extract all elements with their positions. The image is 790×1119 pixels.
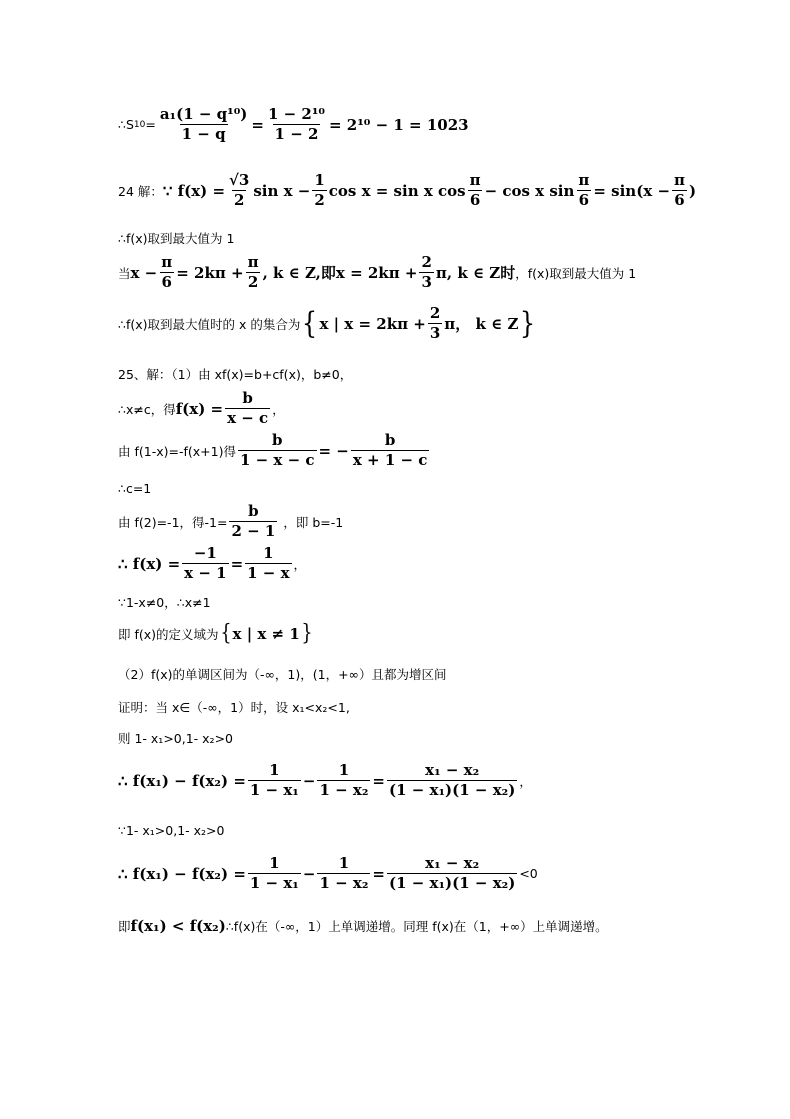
q25-l6: ∴ f(x) = $\frac{-1}{x - 1}$ = $\frac{1}{1 - x}$ ， [118, 544, 307, 583]
s10-den2: 1 − 2 [274, 125, 319, 144]
q25-l5-num: b [248, 502, 259, 520]
q25-l3 [118, 432, 431, 470]
q24-tail2: − cos x sin [484, 181, 575, 200]
diff-line-1: ∴ f(x₁) − f(x₂) = $\frac{1}{\text{1 − x₁}}$ − $\frac{1}{\text{1 − x₂}}$ = $\frac{\text{x₁ − x₂}}{\text{(1 − x₁)(1 − x₂)}}$ ， [118, 761, 532, 800]
diff2-n2: 1 [338, 854, 350, 872]
diff-d3: (1 − x₁)(1 − x₂) [388, 781, 516, 800]
q25-l13-text: ∵1- x₁>0,1- x₂>0 [118, 823, 225, 838]
q24-expr: ∵ f(x) = [162, 181, 226, 200]
s10-line: ∴S 10 = $\frac{\text{a₁(1 − q¹⁰)}}{1 - q}$ = $\frac{\text{1 − 2¹⁰}}{1 - 2}$ = 2¹⁰ − 1 = 1023 [118, 105, 469, 144]
right-brace-icon: } [301, 621, 313, 646]
s10-result: = 2¹⁰ − 1 = 1023 [329, 115, 469, 134]
diff-n1: 1 [269, 761, 280, 779]
when-mid2: , k ∈ Z,即x = 2kπ + [262, 264, 418, 283]
q25-l2-pre: ∴x≠c，得 [118, 401, 176, 417]
q25-l8-pre: 即 f(x)的定义域为 [118, 627, 219, 642]
set-2: 2 [429, 304, 441, 322]
set-line [118, 305, 537, 343]
q25-l6-f: ∴ f(x) = [118, 554, 181, 573]
q25-text: 25、解：（1）由 xf(x)=b+cf(x)，b≠0， [118, 367, 353, 382]
s10-sub: 10 [133, 119, 146, 130]
q24-sqrt3: √3 [229, 171, 250, 189]
diff-n3: x₁ − x₂ [425, 761, 480, 779]
final-line [118, 917, 608, 935]
q25-l7-text: ∵1-x≠0，∴x≠1 [118, 595, 211, 610]
q25-l8-set: x | x ≠ 1 [232, 625, 300, 643]
s10-num: a₁(1 − q¹⁰) [159, 105, 248, 123]
q25-l3-pre: 由 f(1-x)=-f(x+1)得 [118, 443, 236, 459]
q25-l5-post: ，即 b=-1 [283, 514, 344, 530]
q24-two: 2 [233, 191, 245, 210]
when-2: 2 [247, 273, 259, 292]
when-pi: π [161, 253, 173, 271]
final-ineq: f(x₁) < f(x₂) [130, 917, 226, 935]
q25-l13 [118, 823, 224, 838]
s10-den: 1 − q [181, 125, 226, 144]
q24-six2: 6 [578, 191, 590, 210]
when-end: π, k ∈ Z时 [435, 264, 516, 283]
set-inner: x | x = 2kπ + [319, 314, 426, 333]
q25-l2-num: b [242, 389, 253, 407]
when-mid: = 2kπ + [176, 263, 244, 282]
diff-n2: 1 [338, 761, 350, 779]
q25-l8 [118, 623, 314, 645]
set-text: ∴f(x)取到最大值时的 x 的集合为 [118, 316, 301, 332]
diff-post2: <0 [519, 866, 538, 882]
q24-pi: π [469, 171, 481, 189]
q25-l2-f: f(x) = [175, 399, 224, 418]
when-6: 6 [161, 273, 172, 292]
q25-c1 [118, 481, 151, 496]
set-3: 3 [429, 324, 441, 343]
set-end: π， k ∈ Z [444, 315, 519, 334]
diff-d2: 1 − x₂ [319, 781, 369, 800]
final-post: ∴f(x)在（-∞，1）上单调递增。同理 f(x)在（1，+∞）上单调递增。 [225, 919, 608, 934]
final-pre: 即 [118, 919, 131, 934]
q24-label: 24 解： [118, 183, 163, 199]
q25-l2-post: ， [272, 401, 285, 417]
q25-l3-den: 1 − x − c [239, 451, 315, 470]
q24-tail3: = sin(x − [593, 181, 671, 200]
q25-l7 [118, 593, 211, 611]
left-brace-icon: { [302, 305, 318, 341]
when-x: x − [130, 263, 158, 282]
q25-l10 [118, 698, 350, 716]
s10-prefix: ∴S [118, 117, 134, 133]
q25-l5 [118, 503, 343, 541]
q24-close: ) [689, 181, 697, 200]
max-line [118, 229, 234, 247]
q25-l9-text: （2）f(x)的单调区间为（-∞，1)，(1，+∞）且都为增区间 [118, 667, 447, 682]
diff2-n1: 1 [269, 854, 280, 872]
q25-l9 [118, 665, 446, 683]
left-brace-icon: { [219, 621, 232, 646]
when-text: ，f(x)取到最大值为 1 [515, 265, 637, 281]
q24-two-b: 2 [314, 191, 325, 210]
q24-six: 6 [469, 191, 481, 210]
q25-l6-num: −1 [193, 544, 217, 562]
s10-eq: = [145, 117, 156, 133]
q25-l2-den: x − c [227, 409, 269, 428]
q24-mid: sin x − [253, 181, 311, 200]
q24-one: 1 [314, 171, 325, 189]
q25-l10-text: 证明：当 x∈（-∞，1）时，设 x₁<x₂<1, [118, 700, 350, 715]
q25-l6-den: x − 1 [184, 564, 227, 583]
when-line [118, 254, 636, 292]
q25-l3-den2: x + 1 − c [352, 451, 428, 470]
q25-l2 [118, 390, 285, 428]
q25-l5-pre: 由 f(2)=-1，得-1= [118, 514, 228, 530]
when-pi2: π [247, 253, 259, 271]
diff2-d3: (1 − x₁)(1 − x₂) [388, 874, 516, 893]
q25-c1-text: ∴c=1 [118, 481, 152, 496]
diff2-d2: 1 − x₂ [319, 874, 369, 893]
q24-six3: 6 [674, 191, 685, 210]
max-text: ∴f(x)取到最大值为 1 [118, 231, 235, 246]
when-2b: 2 [421, 253, 432, 271]
when-3: 3 [421, 273, 432, 292]
q25-l6-num2: 1 [263, 544, 274, 562]
q25-l11-text: 则 1- x₁>0,1- x₂>0 [118, 731, 233, 746]
q25-l6-post: ， [293, 556, 307, 572]
q25-l5-den: 2 − 1 [231, 522, 276, 541]
diff-d1: 1 − x₁ [249, 781, 299, 800]
q25-l3-eq: = − [318, 441, 349, 460]
diff-post: ， [519, 773, 532, 789]
diff2-n3: x₁ − x₂ [425, 854, 480, 872]
q25-l3-num2: b [384, 431, 396, 449]
q24-tail: cos x = sin x cos [328, 181, 466, 200]
q24-line [118, 172, 696, 210]
diff2-d1: 1 − x₁ [249, 874, 299, 893]
q24-pi2: π [578, 171, 590, 189]
diff-f2: ∴ f(x₁) − f(x₂) = [118, 864, 246, 883]
diff-line-2: ∴ f(x₁) − f(x₂) = $\frac{1}{\text{1 − x₁}}$ − $\frac{1}{\text{1 − x₂}}$ = $\frac{\text{x₁ − x₂}}{\text{(1 − x₁)(1 − x₂)}}$ <0 [118, 854, 538, 893]
q24-pi3: π [674, 171, 686, 189]
s10-num2: 1 − 2¹⁰ [267, 105, 325, 123]
right-brace-icon: } [520, 305, 536, 341]
q25-l3-num: b [271, 431, 283, 449]
diff-f: ∴ f(x₁) − f(x₂) = [118, 771, 246, 790]
q25-l11 [118, 729, 233, 747]
q25-l6-den2: 1 − x [247, 564, 290, 583]
q25-line [118, 365, 352, 383]
when-prefix: 当 [118, 265, 131, 281]
